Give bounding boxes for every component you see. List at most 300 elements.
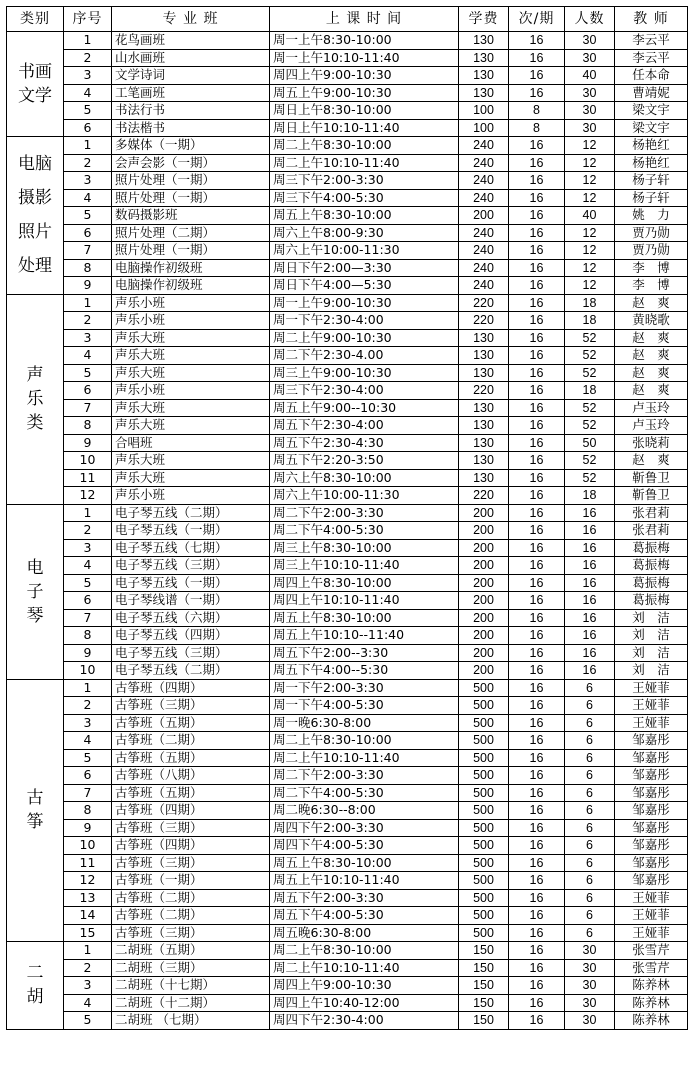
tuition-cell: 240 bbox=[459, 224, 509, 242]
tuition-cell: 100 bbox=[459, 119, 509, 137]
class-name-cell: 古筝班（四期） bbox=[112, 802, 270, 820]
tuition-cell: 200 bbox=[459, 207, 509, 225]
row-index-cell: 3 bbox=[64, 977, 112, 995]
capacity-cell: 6 bbox=[565, 872, 615, 890]
teacher-cell: 张雪芹 bbox=[615, 959, 688, 977]
table-row bbox=[7, 434, 688, 452]
sessions-cell: 16 bbox=[509, 67, 565, 85]
class-time-cell: 周五上午8:30-10:00 bbox=[270, 609, 459, 627]
sessions-cell: 16 bbox=[509, 942, 565, 960]
sessions-cell: 16 bbox=[509, 837, 565, 855]
sessions-cell: 16 bbox=[509, 539, 565, 557]
class-name-cell: 古筝班（二期） bbox=[112, 732, 270, 750]
row-index-cell: 3 bbox=[64, 172, 112, 190]
capacity-cell: 52 bbox=[565, 347, 615, 365]
class-name-cell: 声乐小班 bbox=[112, 382, 270, 400]
teacher-cell: 赵 爽 bbox=[615, 329, 688, 347]
sessions-cell: 16 bbox=[509, 872, 565, 890]
class-time-cell: 周一晚6:30-8:00 bbox=[270, 714, 459, 732]
capacity-cell: 6 bbox=[565, 714, 615, 732]
row-index-cell: 9 bbox=[64, 434, 112, 452]
teacher-cell: 王娅菲 bbox=[615, 907, 688, 925]
row-index-cell: 3 bbox=[64, 539, 112, 557]
class-name-cell: 电子琴五线（三期） bbox=[112, 644, 270, 662]
capacity-cell: 40 bbox=[565, 67, 615, 85]
sessions-cell: 16 bbox=[509, 819, 565, 837]
capacity-cell: 52 bbox=[565, 364, 615, 382]
tuition-cell: 220 bbox=[459, 487, 509, 505]
row-index-cell: 3 bbox=[64, 67, 112, 85]
capacity-cell: 6 bbox=[565, 819, 615, 837]
class-time-cell: 周五下午2:00--3:30 bbox=[270, 644, 459, 662]
tuition-cell: 200 bbox=[459, 662, 509, 680]
table-row bbox=[7, 347, 688, 365]
tuition-cell: 240 bbox=[459, 154, 509, 172]
class-time-cell: 周二上午10:10-11:40 bbox=[270, 749, 459, 767]
row-index-cell: 2 bbox=[64, 522, 112, 540]
header-tuition: 学费 bbox=[459, 7, 509, 32]
class-name-cell: 电子琴五线（七期） bbox=[112, 539, 270, 557]
teacher-cell: 贾乃勋 bbox=[615, 242, 688, 260]
class-name-cell: 古筝班（四期） bbox=[112, 837, 270, 855]
capacity-cell: 6 bbox=[565, 889, 615, 907]
teacher-cell: 王娅菲 bbox=[615, 924, 688, 942]
class-name-cell: 电子琴五线（一期） bbox=[112, 522, 270, 540]
sessions-cell: 16 bbox=[509, 1012, 565, 1030]
class-name-cell: 古筝班（二期） bbox=[112, 907, 270, 925]
class-name-cell: 古筝班（三期） bbox=[112, 819, 270, 837]
table-row bbox=[7, 67, 688, 85]
class-name-cell: 电脑操作初级班 bbox=[112, 277, 270, 295]
capacity-cell: 18 bbox=[565, 382, 615, 400]
class-time-cell: 周二下午2:00-3:30 bbox=[270, 767, 459, 785]
header-class-name: 专 业 班 bbox=[112, 7, 270, 32]
class-time-cell: 周二上午8:30-10:00 bbox=[270, 732, 459, 750]
sessions-cell: 16 bbox=[509, 802, 565, 820]
capacity-cell: 30 bbox=[565, 977, 615, 995]
capacity-cell: 52 bbox=[565, 452, 615, 470]
sessions-cell: 8 bbox=[509, 119, 565, 137]
capacity-cell: 12 bbox=[565, 154, 615, 172]
teacher-cell: 靳鲁卫 bbox=[615, 487, 688, 505]
table-row bbox=[7, 732, 688, 750]
class-time-cell: 周五上午9:00--10:30 bbox=[270, 399, 459, 417]
sessions-cell: 16 bbox=[509, 49, 565, 67]
tuition-cell: 130 bbox=[459, 452, 509, 470]
tuition-cell: 130 bbox=[459, 434, 509, 452]
class-time-cell: 周一下午4:00-5:30 bbox=[270, 697, 459, 715]
tuition-cell: 130 bbox=[459, 399, 509, 417]
capacity-cell: 16 bbox=[565, 592, 615, 610]
teacher-cell: 李云平 bbox=[615, 49, 688, 67]
class-name-cell: 照片处理（一期） bbox=[112, 189, 270, 207]
class-name-cell: 古筝班（三期） bbox=[112, 697, 270, 715]
row-index-cell: 8 bbox=[64, 627, 112, 645]
class-time-cell: 周日上午8:30-10:00 bbox=[270, 102, 459, 120]
capacity-cell: 6 bbox=[565, 732, 615, 750]
row-index-cell: 9 bbox=[64, 277, 112, 295]
category-label: 书画 bbox=[18, 62, 52, 82]
class-time-cell: 周六上午10:00-11:30 bbox=[270, 487, 459, 505]
teacher-cell: 李 博 bbox=[615, 259, 688, 277]
class-name-cell: 合唱班 bbox=[112, 434, 270, 452]
row-index-cell: 5 bbox=[64, 1012, 112, 1030]
class-time-cell: 周二上午10:10-11:40 bbox=[270, 959, 459, 977]
row-index-cell: 5 bbox=[64, 207, 112, 225]
sessions-cell: 16 bbox=[509, 189, 565, 207]
tuition-cell: 240 bbox=[459, 277, 509, 295]
row-index-cell: 6 bbox=[64, 767, 112, 785]
class-name-cell: 声乐小班 bbox=[112, 294, 270, 312]
teacher-cell: 李云平 bbox=[615, 32, 688, 50]
row-index-cell: 4 bbox=[64, 189, 112, 207]
class-name-cell: 二胡班（三期） bbox=[112, 959, 270, 977]
tuition-cell: 200 bbox=[459, 644, 509, 662]
sessions-cell: 16 bbox=[509, 172, 565, 190]
row-index-cell: 3 bbox=[64, 714, 112, 732]
tuition-cell: 200 bbox=[459, 539, 509, 557]
sessions-cell: 16 bbox=[509, 854, 565, 872]
capacity-cell: 30 bbox=[565, 32, 615, 50]
capacity-cell: 52 bbox=[565, 329, 615, 347]
sessions-cell: 16 bbox=[509, 679, 565, 697]
teacher-cell: 赵 爽 bbox=[615, 364, 688, 382]
tuition-cell: 200 bbox=[459, 522, 509, 540]
class-name-cell: 照片处理（二期） bbox=[112, 224, 270, 242]
table-row bbox=[7, 469, 688, 487]
tuition-cell: 130 bbox=[459, 347, 509, 365]
class-time-cell: 周六上午10:00-11:30 bbox=[270, 242, 459, 260]
sessions-cell: 16 bbox=[509, 329, 565, 347]
category-label: 筝 bbox=[26, 812, 44, 833]
table-row bbox=[7, 154, 688, 172]
capacity-cell: 16 bbox=[565, 627, 615, 645]
table-row bbox=[7, 662, 688, 680]
class-name-cell: 二胡班（十二期） bbox=[112, 994, 270, 1012]
class-name-cell: 多媒体（一期） bbox=[112, 137, 270, 155]
sessions-cell: 16 bbox=[509, 522, 565, 540]
row-index-cell: 5 bbox=[64, 574, 112, 592]
class-time-cell: 周二下午2:30-4.00 bbox=[270, 347, 459, 365]
sessions-cell: 16 bbox=[509, 347, 565, 365]
teacher-cell: 张君莉 bbox=[615, 522, 688, 540]
sessions-cell: 16 bbox=[509, 504, 565, 522]
tuition-cell: 130 bbox=[459, 417, 509, 435]
class-name-cell: 电子琴五线（二期） bbox=[112, 662, 270, 680]
class-name-cell: 声乐大班 bbox=[112, 364, 270, 382]
row-index-cell: 1 bbox=[64, 137, 112, 155]
category-cell bbox=[7, 137, 64, 295]
row-index-cell: 8 bbox=[64, 802, 112, 820]
row-index-cell: 14 bbox=[64, 907, 112, 925]
header-row bbox=[7, 7, 688, 32]
row-index-cell: 6 bbox=[64, 382, 112, 400]
tuition-cell: 500 bbox=[459, 749, 509, 767]
sessions-cell: 8 bbox=[509, 102, 565, 120]
category-label: 摄影 bbox=[18, 188, 52, 209]
tuition-cell: 150 bbox=[459, 977, 509, 995]
class-time-cell: 周一下午2:30-4:00 bbox=[270, 312, 459, 330]
sessions-cell: 16 bbox=[509, 259, 565, 277]
table-row bbox=[7, 644, 688, 662]
capacity-cell: 18 bbox=[565, 312, 615, 330]
teacher-cell: 葛振梅 bbox=[615, 539, 688, 557]
sessions-cell: 16 bbox=[509, 277, 565, 295]
class-time-cell: 周五上午8:30-10:00 bbox=[270, 854, 459, 872]
capacity-cell: 18 bbox=[565, 487, 615, 505]
class-name-cell: 古筝班（八期） bbox=[112, 767, 270, 785]
sessions-cell: 16 bbox=[509, 399, 565, 417]
tuition-cell: 500 bbox=[459, 889, 509, 907]
row-index-cell: 2 bbox=[64, 697, 112, 715]
category-cell bbox=[7, 294, 64, 504]
capacity-cell: 6 bbox=[565, 679, 615, 697]
row-index-cell: 7 bbox=[64, 784, 112, 802]
teacher-cell: 邹嘉彤 bbox=[615, 732, 688, 750]
table-row bbox=[7, 784, 688, 802]
row-index-cell: 7 bbox=[64, 399, 112, 417]
sessions-cell: 16 bbox=[509, 452, 565, 470]
sessions-cell: 16 bbox=[509, 364, 565, 382]
class-time-cell: 周一上午10:10-11:40 bbox=[270, 49, 459, 67]
table-row bbox=[7, 592, 688, 610]
class-name-cell: 文学诗词 bbox=[112, 67, 270, 85]
table-row bbox=[7, 487, 688, 505]
tuition-cell: 500 bbox=[459, 819, 509, 837]
teacher-cell: 赵 爽 bbox=[615, 452, 688, 470]
teacher-cell: 葛振梅 bbox=[615, 574, 688, 592]
class-name-cell: 电子琴五线（一期） bbox=[112, 574, 270, 592]
row-index-cell: 12 bbox=[64, 487, 112, 505]
class-name-cell: 声乐大班 bbox=[112, 399, 270, 417]
category-cell bbox=[7, 32, 64, 137]
sessions-cell: 16 bbox=[509, 382, 565, 400]
sessions-cell: 16 bbox=[509, 662, 565, 680]
table-row bbox=[7, 189, 688, 207]
sessions-cell: 16 bbox=[509, 224, 565, 242]
header-class-time: 上 课 时 间 bbox=[270, 7, 459, 32]
class-time-cell: 周一上午9:00-10:30 bbox=[270, 294, 459, 312]
row-index-cell: 4 bbox=[64, 732, 112, 750]
sessions-cell: 16 bbox=[509, 749, 565, 767]
capacity-cell: 18 bbox=[565, 294, 615, 312]
sessions-cell: 16 bbox=[509, 207, 565, 225]
class-name-cell: 书法行书 bbox=[112, 102, 270, 120]
row-index-cell: 2 bbox=[64, 49, 112, 67]
category-label: 子 bbox=[26, 581, 44, 602]
capacity-cell: 6 bbox=[565, 837, 615, 855]
teacher-cell: 邹嘉彤 bbox=[615, 837, 688, 855]
sessions-cell: 16 bbox=[509, 592, 565, 610]
category-label: 电 bbox=[26, 557, 44, 578]
tuition-cell: 150 bbox=[459, 994, 509, 1012]
class-time-cell: 周六上午8:00-9:30 bbox=[270, 224, 459, 242]
teacher-cell: 卢玉玲 bbox=[615, 399, 688, 417]
category-cell bbox=[7, 679, 64, 942]
capacity-cell: 6 bbox=[565, 924, 615, 942]
sessions-cell: 16 bbox=[509, 137, 565, 155]
capacity-cell: 30 bbox=[565, 959, 615, 977]
teacher-cell: 张晓莉 bbox=[615, 434, 688, 452]
sessions-cell: 16 bbox=[509, 417, 565, 435]
tuition-cell: 500 bbox=[459, 784, 509, 802]
tuition-cell: 240 bbox=[459, 189, 509, 207]
capacity-cell: 30 bbox=[565, 84, 615, 102]
row-index-cell: 5 bbox=[64, 102, 112, 120]
class-time-cell: 周三下午2:00-3:30 bbox=[270, 172, 459, 190]
class-name-cell: 声乐大班 bbox=[112, 347, 270, 365]
class-time-cell: 周五上午10:10-11:40 bbox=[270, 872, 459, 890]
sessions-cell: 16 bbox=[509, 609, 565, 627]
class-name-cell: 二胡班（五期） bbox=[112, 942, 270, 960]
capacity-cell: 16 bbox=[565, 522, 615, 540]
tuition-cell: 200 bbox=[459, 592, 509, 610]
table-row bbox=[7, 994, 688, 1012]
row-index-cell: 8 bbox=[64, 417, 112, 435]
tuition-cell: 500 bbox=[459, 854, 509, 872]
tuition-cell: 500 bbox=[459, 907, 509, 925]
class-name-cell: 电子琴五线（四期） bbox=[112, 627, 270, 645]
capacity-cell: 16 bbox=[565, 609, 615, 627]
table-row bbox=[7, 364, 688, 382]
class-time-cell: 周三上午8:30-10:00 bbox=[270, 539, 459, 557]
class-name-cell: 声乐小班 bbox=[112, 487, 270, 505]
sessions-cell: 16 bbox=[509, 889, 565, 907]
capacity-cell: 12 bbox=[565, 242, 615, 260]
capacity-cell: 6 bbox=[565, 854, 615, 872]
table-row bbox=[7, 557, 688, 575]
tuition-cell: 500 bbox=[459, 924, 509, 942]
table-row bbox=[7, 627, 688, 645]
row-index-cell: 1 bbox=[64, 942, 112, 960]
row-index-cell: 11 bbox=[64, 469, 112, 487]
tuition-cell: 220 bbox=[459, 382, 509, 400]
class-name-cell: 古筝班（二期） bbox=[112, 889, 270, 907]
category-label: 电脑 bbox=[18, 154, 52, 175]
class-name-cell: 电子琴线谱（一期） bbox=[112, 592, 270, 610]
capacity-cell: 12 bbox=[565, 189, 615, 207]
capacity-cell: 52 bbox=[565, 469, 615, 487]
class-time-cell: 周五下午2:30-4:00 bbox=[270, 417, 459, 435]
class-time-cell: 周六上午8:30-10:00 bbox=[270, 469, 459, 487]
class-time-cell: 周五上午9:00-10:30 bbox=[270, 84, 459, 102]
row-index-cell: 9 bbox=[64, 819, 112, 837]
class-time-cell: 周二下午4:00-5:30 bbox=[270, 784, 459, 802]
table-row bbox=[7, 942, 688, 960]
table-row bbox=[7, 312, 688, 330]
teacher-cell: 梁文宇 bbox=[615, 119, 688, 137]
capacity-cell: 52 bbox=[565, 417, 615, 435]
class-time-cell: 周二上午8:30-10:00 bbox=[270, 137, 459, 155]
table-row bbox=[7, 452, 688, 470]
teacher-cell: 张雪芹 bbox=[615, 942, 688, 960]
row-index-cell: 5 bbox=[64, 364, 112, 382]
row-index-cell: 7 bbox=[64, 609, 112, 627]
teacher-cell: 王娅菲 bbox=[615, 697, 688, 715]
teacher-cell: 黄晓歌 bbox=[615, 312, 688, 330]
table-row bbox=[7, 102, 688, 120]
sessions-cell: 16 bbox=[509, 977, 565, 995]
teacher-cell: 杨子轩 bbox=[615, 189, 688, 207]
course-schedule-table bbox=[6, 6, 688, 1030]
table-row bbox=[7, 329, 688, 347]
row-index-cell: 1 bbox=[64, 504, 112, 522]
table-row bbox=[7, 119, 688, 137]
table-row bbox=[7, 679, 688, 697]
table-row bbox=[7, 84, 688, 102]
sessions-cell: 16 bbox=[509, 434, 565, 452]
capacity-cell: 6 bbox=[565, 767, 615, 785]
capacity-cell: 6 bbox=[565, 749, 615, 767]
capacity-cell: 6 bbox=[565, 784, 615, 802]
row-index-cell: 13 bbox=[64, 889, 112, 907]
tuition-cell: 130 bbox=[459, 67, 509, 85]
class-time-cell: 周三下午4:00-5:30 bbox=[270, 189, 459, 207]
tuition-cell: 500 bbox=[459, 767, 509, 785]
tuition-cell: 130 bbox=[459, 32, 509, 50]
class-name-cell: 电子琴五线（六期） bbox=[112, 609, 270, 627]
sessions-cell: 16 bbox=[509, 574, 565, 592]
row-index-cell: 10 bbox=[64, 837, 112, 855]
table-row bbox=[7, 259, 688, 277]
teacher-cell: 邹嘉彤 bbox=[615, 802, 688, 820]
teacher-cell: 刘 洁 bbox=[615, 662, 688, 680]
class-time-cell: 周二晚6:30--8:00 bbox=[270, 802, 459, 820]
capacity-cell: 16 bbox=[565, 574, 615, 592]
class-time-cell: 周二上午8:30-10:00 bbox=[270, 942, 459, 960]
class-name-cell: 书法楷书 bbox=[112, 119, 270, 137]
table-row bbox=[7, 49, 688, 67]
row-index-cell: 5 bbox=[64, 749, 112, 767]
category-label: 二 bbox=[26, 963, 44, 984]
row-index-cell: 6 bbox=[64, 224, 112, 242]
row-index-cell: 1 bbox=[64, 294, 112, 312]
teacher-cell: 葛振梅 bbox=[615, 592, 688, 610]
teacher-cell: 陈养林 bbox=[615, 977, 688, 995]
sessions-cell: 16 bbox=[509, 32, 565, 50]
capacity-cell: 12 bbox=[565, 224, 615, 242]
tuition-cell: 100 bbox=[459, 102, 509, 120]
capacity-cell: 6 bbox=[565, 802, 615, 820]
class-name-cell: 古筝班（五期） bbox=[112, 784, 270, 802]
sessions-cell: 16 bbox=[509, 907, 565, 925]
class-time-cell: 周四下午2:00-3:30 bbox=[270, 819, 459, 837]
sessions-cell: 16 bbox=[509, 627, 565, 645]
capacity-cell: 16 bbox=[565, 504, 615, 522]
class-time-cell: 周二下午2:00-3:30 bbox=[270, 504, 459, 522]
table-row bbox=[7, 697, 688, 715]
sessions-cell: 16 bbox=[509, 487, 565, 505]
teacher-cell: 赵 爽 bbox=[615, 382, 688, 400]
teacher-cell: 邹嘉彤 bbox=[615, 749, 688, 767]
sessions-cell: 16 bbox=[509, 959, 565, 977]
class-time-cell: 周三上午10:10-11:40 bbox=[270, 557, 459, 575]
table-row bbox=[7, 242, 688, 260]
capacity-cell: 30 bbox=[565, 102, 615, 120]
tuition-cell: 150 bbox=[459, 959, 509, 977]
table-row bbox=[7, 959, 688, 977]
row-index-cell: 1 bbox=[64, 679, 112, 697]
tuition-cell: 500 bbox=[459, 837, 509, 855]
capacity-cell: 40 bbox=[565, 207, 615, 225]
class-name-cell: 声乐大班 bbox=[112, 417, 270, 435]
table-row bbox=[7, 1012, 688, 1030]
teacher-cell: 邹嘉彤 bbox=[615, 784, 688, 802]
teacher-cell: 邹嘉彤 bbox=[615, 819, 688, 837]
class-name-cell: 声乐小班 bbox=[112, 312, 270, 330]
teacher-cell: 张君莉 bbox=[615, 504, 688, 522]
teacher-cell: 梁文宇 bbox=[615, 102, 688, 120]
